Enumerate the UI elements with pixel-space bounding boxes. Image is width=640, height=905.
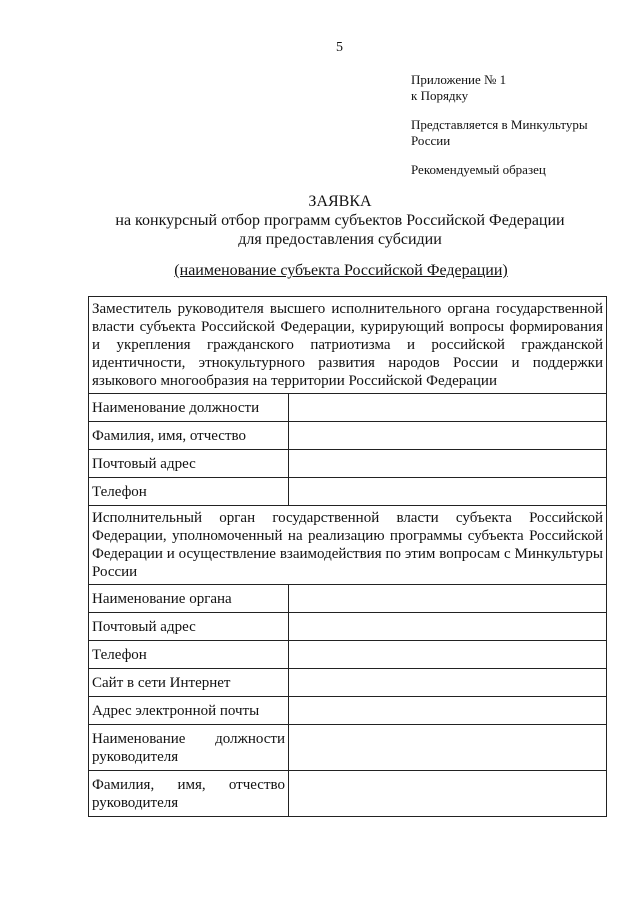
field-label: Адрес электронной почты [89,697,289,725]
table-row [89,697,607,725]
appendix-line-1: Приложение № 1 [411,72,507,87]
table-row [89,478,607,506]
appendix-line-2: к Порядку [411,88,469,103]
field-label: Телефон [89,478,289,506]
subject-name-caption: (наименование субъекта Российской Федерации) [174,262,508,279]
table-row [89,771,607,817]
field-value-input[interactable] [289,585,607,613]
field-label: Почтовый адрес [89,450,289,478]
table-row [89,725,607,771]
document-title [0,192,640,249]
application-form-table [88,296,607,817]
field-label: Наименование должности [89,394,289,422]
page-number: 5 [336,40,343,55]
field-value-input[interactable] [289,771,607,817]
field-value-input[interactable] [289,725,607,771]
appendix-reference [411,72,506,104]
recommended-sample-note: Рекомендуемый образец [411,162,546,177]
table-row [89,450,607,478]
field-label: Фамилия, имя, отчество руководителя [89,771,289,817]
field-label: Наименование органа [89,585,289,613]
field-label: Наименование должности руководителя [89,725,289,771]
field-value-input[interactable] [289,641,607,669]
field-label: Телефон [89,641,289,669]
table-row [89,422,607,450]
field-value-input[interactable] [289,394,607,422]
title-heading: ЗАЯВКА [308,193,372,210]
field-value-input[interactable] [289,422,607,450]
field-value-input[interactable] [289,613,607,641]
section-2-header-row [89,506,607,585]
title-line-2: для предоставления субсидии [238,231,442,248]
table-row [89,585,607,613]
field-label: Почтовый адрес [89,613,289,641]
submitted-to-note: Представляется в Минкультуры России [411,117,588,148]
field-label: Сайт в сети Интернет [89,669,289,697]
field-value-input[interactable] [289,478,607,506]
table-row [89,613,607,641]
title-line-1: на конкурсный отбор программ субъектов Российской Федерации [115,212,565,229]
table-row [89,394,607,422]
field-value-input[interactable] [289,669,607,697]
section-1-heading: Заместитель руководителя высшего исполнительного органа государственной власти субъекта Российской Федерации, курирующий вопросы формирования и укрепления гражданского патриотизма и российской гражданской идентичности, этнокультурного развития народов России и поддержки языкового многообразия на территории Российской Федерации [89,297,607,394]
field-value-input[interactable] [289,450,607,478]
table-row [89,669,607,697]
section-2-heading: Исполнительный орган государственной власти субъекта Российской Федерации, уполномоченный на реализацию программы субъекта Российской Федерации и осуществление взаимодействия по этим вопросам с Минкультуры России [89,506,607,585]
section-1-header-row [89,297,607,394]
field-value-input[interactable] [289,697,607,725]
table-row [89,641,607,669]
field-label: Фамилия, имя, отчество [89,422,289,450]
